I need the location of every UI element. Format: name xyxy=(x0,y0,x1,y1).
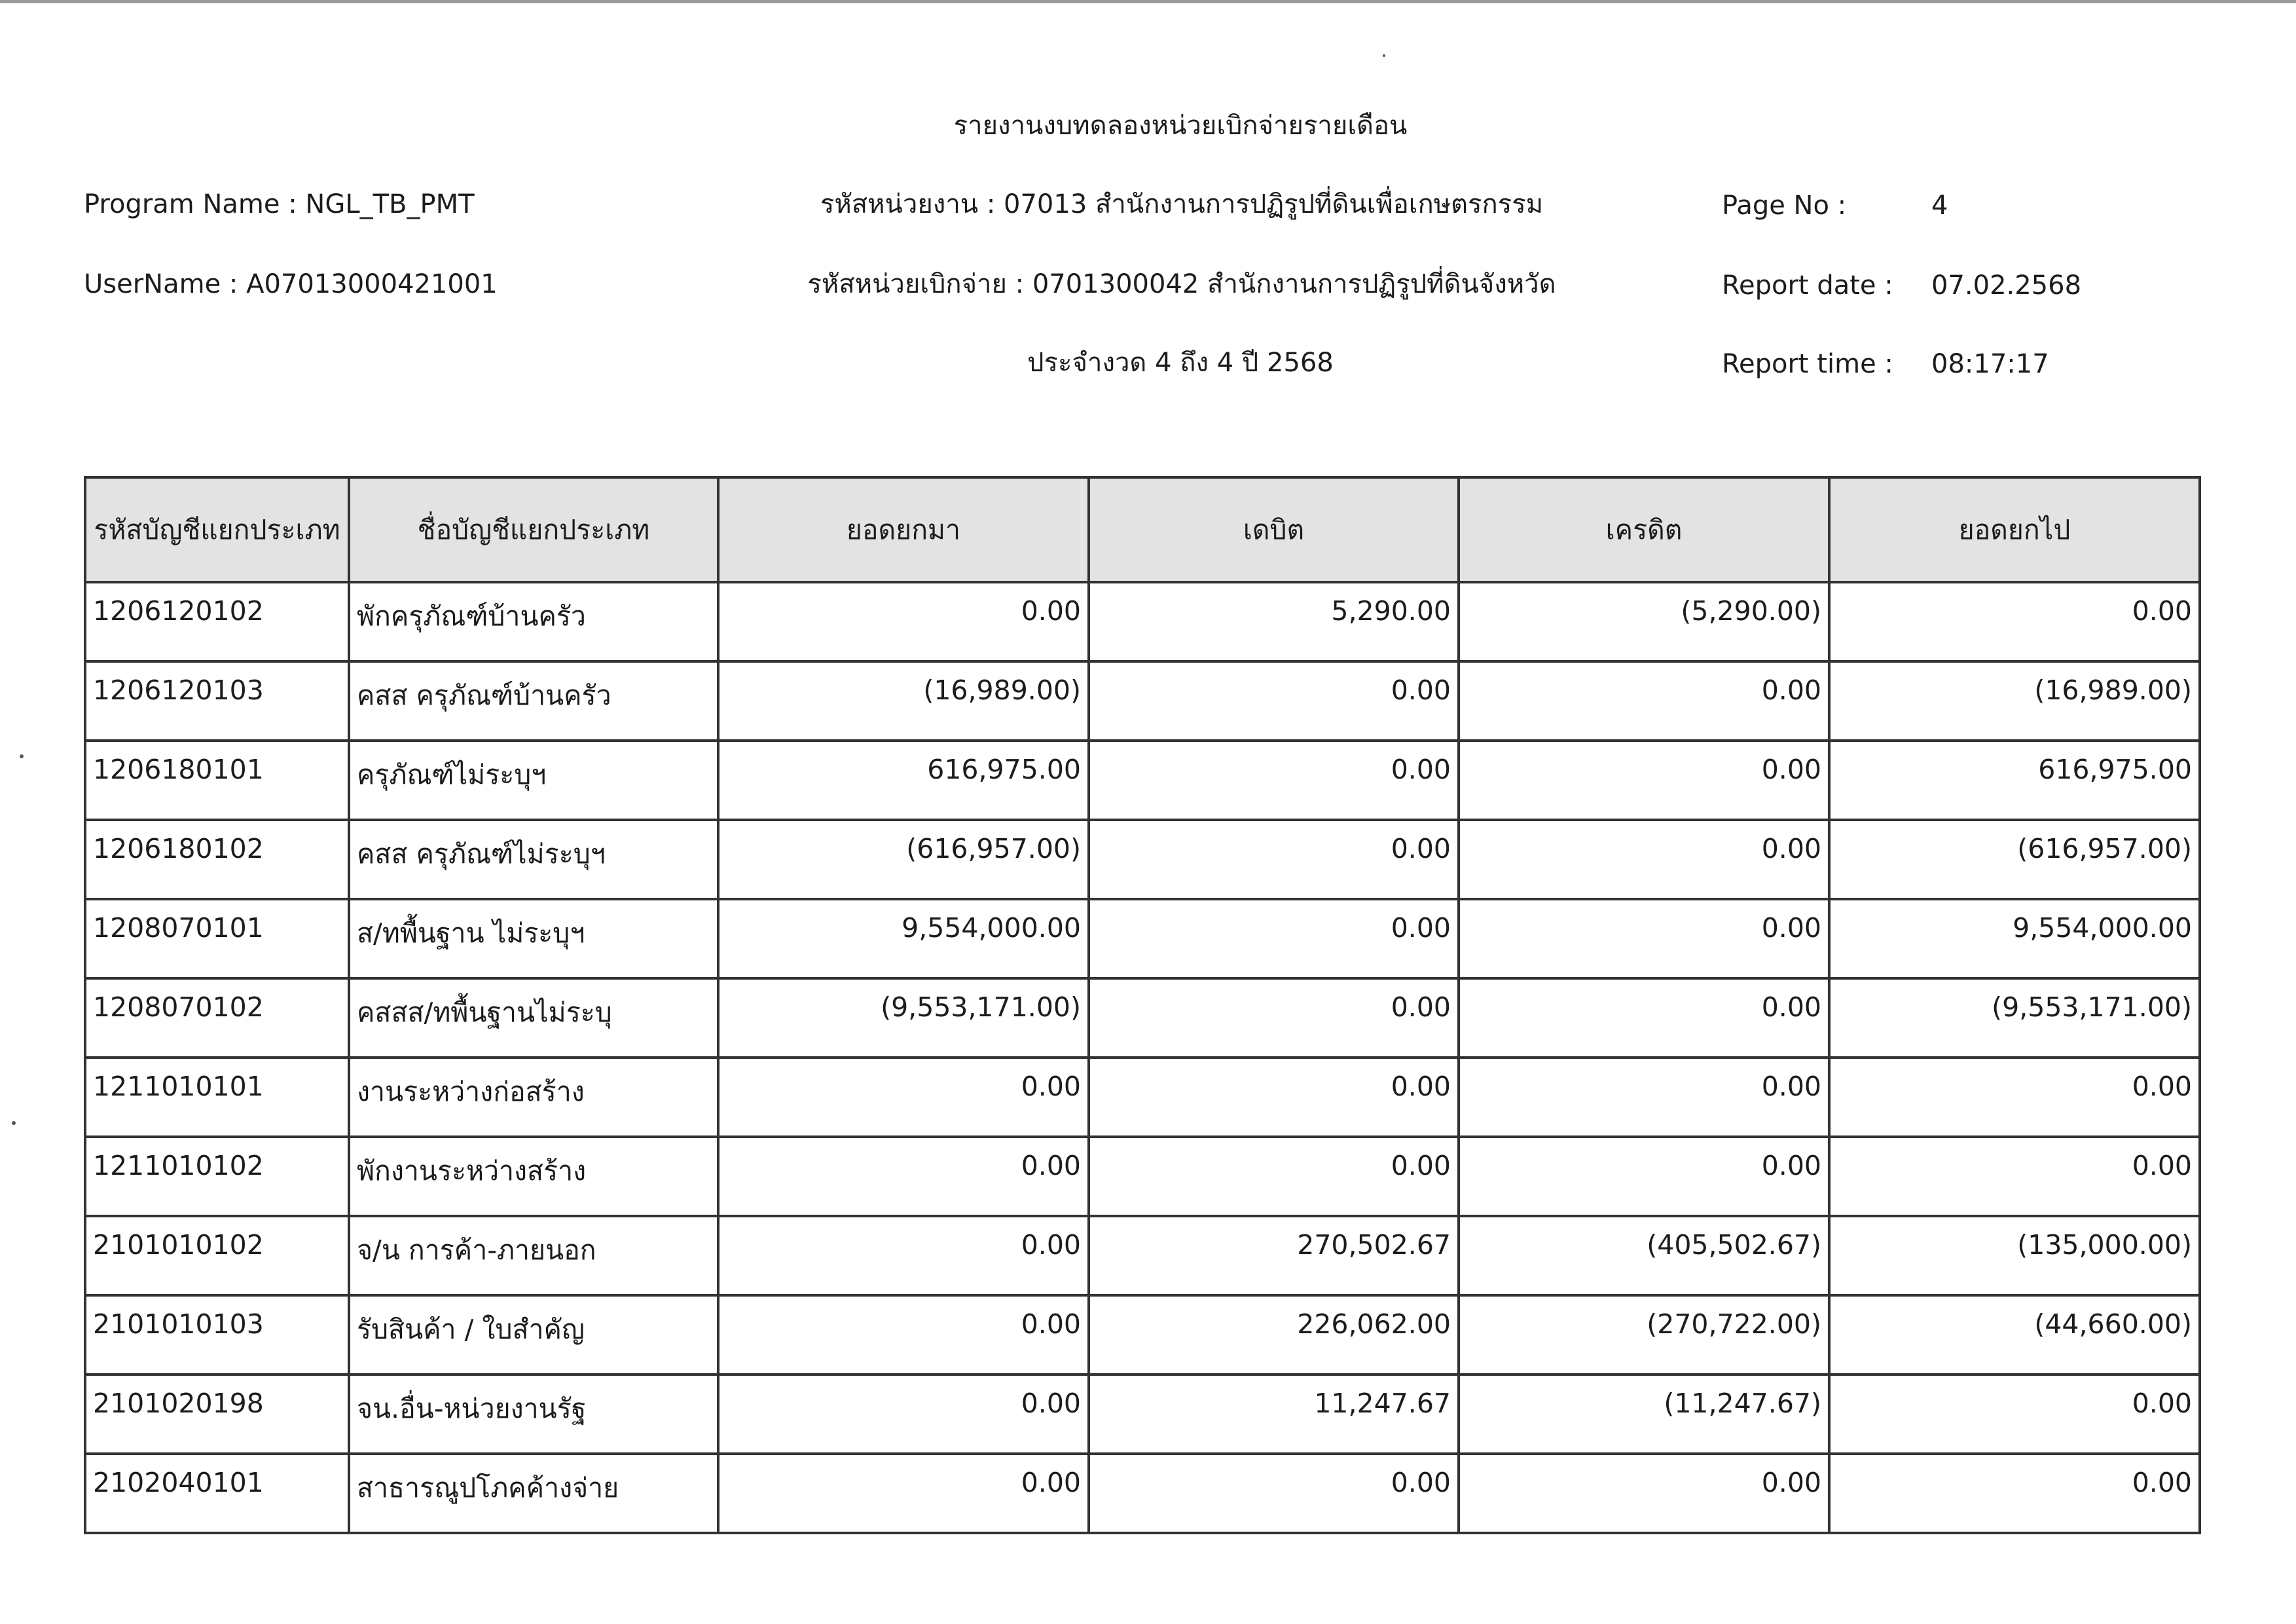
program-name: Program Name : NGL_TB_PMT xyxy=(84,189,475,219)
report-title: รายงานงบทดลองหน่วยเบิกจ่ายรายเดือน xyxy=(953,111,1408,141)
debit-cell: 0.00 xyxy=(1089,820,1459,899)
account-code-cell: 2102040101 xyxy=(85,1454,349,1533)
table-header-row xyxy=(85,477,2200,582)
scan-speck xyxy=(12,1121,16,1125)
closing-balance-cell: (9,553,171.00) xyxy=(1829,978,2200,1058)
account-code-cell: 2101010102 xyxy=(85,1216,349,1295)
account-code-cell: 2101010103 xyxy=(85,1295,349,1375)
report-time-value: 08:17:17 xyxy=(1931,349,2049,379)
report-date-label: Report date : xyxy=(1722,270,1893,301)
opening-balance-cell: (9,553,171.00) xyxy=(718,978,1089,1058)
table-row xyxy=(85,899,2200,978)
closing-balance-cell: 9,554,000.00 xyxy=(1829,899,2200,978)
opening-balance-cell: 0.00 xyxy=(718,1454,1089,1533)
table-row xyxy=(85,661,2200,741)
account-name-cell: ครุภัณฑ์ไม่ระบุฯ xyxy=(349,741,718,820)
page-no-value: 4 xyxy=(1931,191,1948,221)
trial-balance-table xyxy=(84,476,2201,1534)
table-row xyxy=(85,820,2200,899)
account-name-cell: พักครุภัณฑ์บ้านครัว xyxy=(349,582,718,661)
closing-balance-cell: (16,989.00) xyxy=(1829,661,2200,741)
opening-balance-cell: 0.00 xyxy=(718,1137,1089,1216)
debit-cell: 11,247.67 xyxy=(1089,1375,1459,1454)
table-row xyxy=(85,1058,2200,1137)
closing-balance-cell: 616,975.00 xyxy=(1829,741,2200,820)
opening-balance-cell: 0.00 xyxy=(718,1058,1089,1137)
account-name-cell: จ/น การค้า-ภายนอก xyxy=(349,1216,718,1295)
table-row xyxy=(85,741,2200,820)
table-row xyxy=(85,1137,2200,1216)
debit-cell: 0.00 xyxy=(1089,661,1459,741)
credit-cell: 0.00 xyxy=(1459,1454,1829,1533)
debit-cell: 0.00 xyxy=(1089,1454,1459,1533)
account-code-cell: 1206180101 xyxy=(85,741,349,820)
scan-top-edge xyxy=(0,0,2296,3)
column-header-credit: เครดิต xyxy=(1459,477,1829,582)
credit-cell: 0.00 xyxy=(1459,741,1829,820)
account-name-cell: รับสินค้า / ใบสำคัญ xyxy=(349,1295,718,1375)
account-name-cell: จน.อื่น-หน่วยงานรัฐ xyxy=(349,1375,718,1454)
debit-cell: 226,062.00 xyxy=(1089,1295,1459,1375)
credit-cell: (270,722.00) xyxy=(1459,1295,1829,1375)
credit-cell: (11,247.67) xyxy=(1459,1375,1829,1454)
account-name-cell: งานระหว่างก่อสร้าง xyxy=(349,1058,718,1137)
user-name: UserName : A07013000421001 xyxy=(84,269,498,299)
debit-cell: 0.00 xyxy=(1089,899,1459,978)
opening-balance-cell: 0.00 xyxy=(718,1375,1089,1454)
table-row xyxy=(85,978,2200,1058)
report-date-value: 07.02.2568 xyxy=(1931,270,2082,301)
account-name-cell: คสสส/ทพื้นฐานไม่ระบุ xyxy=(349,978,718,1058)
agency-code: รหัสหน่วยงาน : 07013 สำนักงานการปฏิรูปที่ดินเพื่อเกษตรกรรม xyxy=(820,189,1544,219)
account-code-cell: 1211010101 xyxy=(85,1058,349,1137)
credit-cell: 0.00 xyxy=(1459,1058,1829,1137)
account-name-cell: พักงานระหว่างสร้าง xyxy=(349,1137,718,1216)
table-row xyxy=(85,1375,2200,1454)
closing-balance-cell: 0.00 xyxy=(1829,1454,2200,1533)
credit-cell: 0.00 xyxy=(1459,661,1829,741)
scan-speck xyxy=(1383,54,1385,57)
account-name-cell: สาธารณูปโภคค้างจ่าย xyxy=(349,1454,718,1533)
closing-balance-cell: 0.00 xyxy=(1829,582,2200,661)
report-time-label: Report time : xyxy=(1722,349,1893,379)
opening-balance-cell: 0.00 xyxy=(718,582,1089,661)
credit-cell: (5,290.00) xyxy=(1459,582,1829,661)
account-name-cell: คสส ครุภัณฑ์ไม่ระบุฯ xyxy=(349,820,718,899)
account-code-cell: 1206120102 xyxy=(85,582,349,661)
column-header-account-name: ชื่อบัญชีแยกประเภท xyxy=(349,477,718,582)
closing-balance-cell: (616,957.00) xyxy=(1829,820,2200,899)
opening-balance-cell: 0.00 xyxy=(718,1295,1089,1375)
column-header-opening-balance: ยอดยกมา xyxy=(718,477,1089,582)
credit-cell: 0.00 xyxy=(1459,1137,1829,1216)
table-row xyxy=(85,1454,2200,1533)
account-code-cell: 2101020198 xyxy=(85,1375,349,1454)
credit-cell: (405,502.67) xyxy=(1459,1216,1829,1295)
debit-cell: 0.00 xyxy=(1089,741,1459,820)
column-header-account-code: รหัสบัญชีแยกประเภท xyxy=(85,477,349,582)
account-code-cell: 1206120103 xyxy=(85,661,349,741)
closing-balance-cell: 0.00 xyxy=(1829,1137,2200,1216)
account-name-cell: คสส ครุภัณฑ์บ้านครัว xyxy=(349,661,718,741)
disbursing-unit-code: รหัสหน่วยเบิกจ่าย : 0701300042 สำนักงานการปฏิรูปที่ดินจังหวัด xyxy=(807,269,1556,299)
debit-cell: 270,502.67 xyxy=(1089,1216,1459,1295)
account-code-cell: 1208070101 xyxy=(85,899,349,978)
closing-balance-cell: 0.00 xyxy=(1829,1375,2200,1454)
debit-cell: 0.00 xyxy=(1089,1137,1459,1216)
account-code-cell: 1208070102 xyxy=(85,978,349,1058)
closing-balance-cell: 0.00 xyxy=(1829,1058,2200,1137)
closing-balance-cell: (44,660.00) xyxy=(1829,1295,2200,1375)
table-row xyxy=(85,1295,2200,1375)
debit-cell: 0.00 xyxy=(1089,978,1459,1058)
opening-balance-cell: (16,989.00) xyxy=(718,661,1089,741)
account-name-cell: ส/ทพื้นฐาน ไม่ระบุฯ xyxy=(349,899,718,978)
credit-cell: 0.00 xyxy=(1459,899,1829,978)
account-code-cell: 1206180102 xyxy=(85,820,349,899)
opening-balance-cell: 616,975.00 xyxy=(718,741,1089,820)
opening-balance-cell: (616,957.00) xyxy=(718,820,1089,899)
table-row xyxy=(85,1216,2200,1295)
page-no-label: Page No : xyxy=(1722,191,1847,221)
credit-cell: 0.00 xyxy=(1459,820,1829,899)
column-header-debit: เดบิต xyxy=(1089,477,1459,582)
opening-balance-cell: 0.00 xyxy=(718,1216,1089,1295)
credit-cell: 0.00 xyxy=(1459,978,1829,1058)
column-header-closing-balance: ยอดยกไป xyxy=(1829,477,2200,582)
report-period: ประจำงวด 4 ถึง 4 ปี 2568 xyxy=(1027,348,1334,378)
opening-balance-cell: 9,554,000.00 xyxy=(718,899,1089,978)
account-code-cell: 1211010102 xyxy=(85,1137,349,1216)
scan-speck xyxy=(20,754,24,758)
closing-balance-cell: (135,000.00) xyxy=(1829,1216,2200,1295)
debit-cell: 5,290.00 xyxy=(1089,582,1459,661)
table-row xyxy=(85,582,2200,661)
debit-cell: 0.00 xyxy=(1089,1058,1459,1137)
